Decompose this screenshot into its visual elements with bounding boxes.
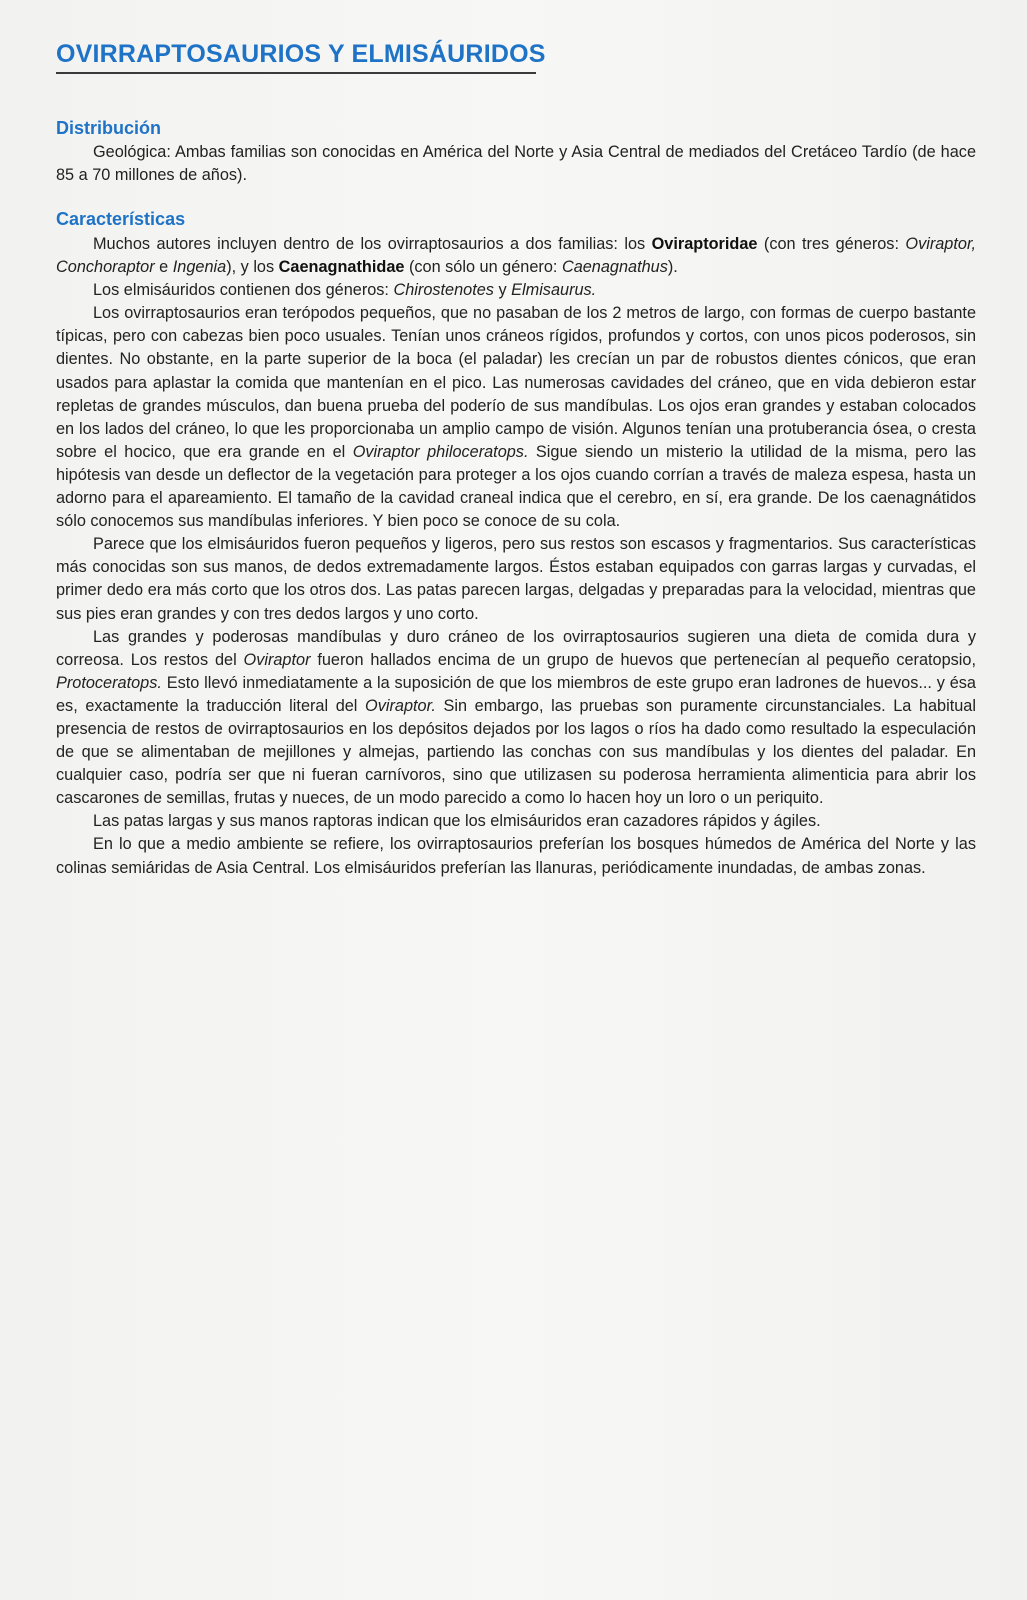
paragraph-elmisaurid-genera	[56, 279, 976, 302]
heading-distribucion: Distribución	[56, 118, 162, 138]
paragraph-diet	[56, 626, 976, 811]
genus-protoceratops: Protoceratops.	[56, 673, 162, 692]
paragraph-elmisaurid-anatomy: Parece que los elmisáuridos fueron pequeños y ligeros, pero sus restos son escasos y fragmentarios. Sus características más conocidas son sus manos, de dedos extremadamente largos. Éstos estaban equipados con garras largas y curvadas, el primer dedo era más corto que los otros dos. Las patas parecen largas, delgadas y preparadas para la velocidad, mientras que sus pies eran grandes y con tres dedos largos y uno corto.	[56, 535, 976, 623]
page-title: OVIRRAPTOSAURIOS Y ELMISÁURIDOS	[56, 40, 546, 68]
genus-elmisaurus: Elmisaurus.	[511, 281, 597, 300]
distribucion-text	[56, 141, 976, 187]
text-run: Los ovirraptosaurios eran terópodos pequeños, que no pasaban de los 2 metros de largo, con formas de cuerpo bastante típicas, pero con cabezas bien poco usuales. Tenían unos cráneos rígidos, profundos y cortos, con unos picos poderosos, sin dientes. No obstante, en la parte superior de la boca (el paladar) les crecían un par de robustos dientes cónicos, que eran usados para aplastar la comida que mantenían en el pico. Las numerosas cavidades del cráneo, que en vida debieron estar repletas de grandes músculos, dan buena prueba del poderío de sus mandíbulas. Los ojos eran grandes y estaban colocados en los lados del cráneo, lo que les proporcionaba un amplio campo de visión. Algunos tenían una protuberancia ósea, o cresta sobre el hocico, que era grande en el	[56, 304, 976, 461]
text-run: (con sólo un género:	[404, 258, 562, 277]
distribucion-paragraph: Geológica: Ambas familias son conocidas en América del Norte y Asia Central de mediados del Cretáceo Tardío (de hace 85 a 70 millones de años).	[56, 143, 976, 185]
text-run: ).	[667, 258, 678, 277]
genus-ingenia: Ingenia	[172, 258, 227, 277]
paragraph-families	[56, 233, 976, 279]
paragraph-elmisaurid-hunting: Las patas largas y sus manos raptoras indican que los elmisáuridos eran cazadores rápidos y ágiles.	[93, 812, 821, 831]
heading-caracteristicas: Características	[56, 209, 186, 229]
genus-caenagnathus: Caenagnathus	[561, 258, 668, 277]
text-run: Sin embargo, las pruebas son puramente circunstanciales. La habitual presencia de restos de ovirraptosaurios en los depósitos dejados por los lagos o ríos ha dado como resultado la especulación de que se alimentaban de mejillones y almejas, partiendo las conchas con sus mandíbulas y los dientes del paladar. En cualquier caso, podría ser que ni fueran carnívoros, sino que utilizasen su poderosa herramienta alimenticia para abrir los cascarones de semillas, frutas y nueces, de un modo parecido a como lo hacen hoy un loro o un periquito.	[56, 696, 976, 808]
title-underline	[56, 72, 536, 74]
text-run: fueron hallados encima de un grupo de huevos que pertenecían al pequeño ceratopsio,	[310, 650, 976, 669]
text-run: Esto llevó inmediatamente a la suposición de que los miembros de este grupo eran ladrones de huevos... y ésa es, exactamente la traducción literal del	[56, 673, 976, 715]
caracteristicas-text	[56, 233, 976, 880]
paragraph-oviraptosaur-anatomy	[56, 302, 976, 533]
text-run: Sigue siendo un misterio la utilidad de la misma, pero las hipótesis van desde un deflector de la vegetación para proteger a los ojos cuando corrían a través de maleza espesa, hasta un adorno para el apareamiento. El tamaño de la cavidad craneal indica que el cerebro, en sí, era grande. De los caenagnátidos sólo conocemos sus mandíbulas inferiores. Y bien poco se conoce de su cola.	[56, 442, 976, 531]
text-run: Muchos autores incluyen dentro de los ovirraptosaurios a dos familias: los	[93, 235, 652, 253]
text-run: ), y los	[226, 258, 279, 277]
genus-names: Oviraptor, Conchoraptor	[56, 235, 976, 277]
text-run: e	[154, 258, 173, 277]
genus-oviraptor: Oviraptor.	[365, 696, 436, 715]
family-name-caenagnathidae: Caenagnathidae	[278, 258, 405, 277]
genus-oviraptor: Oviraptor	[243, 650, 311, 669]
text-run: (con tres géneros:	[757, 235, 906, 253]
family-name-oviraptoridae: Oviraptoridae	[651, 235, 758, 253]
genus-chirostenotes: Chirostenotes	[393, 281, 494, 300]
species-oviraptor-philoceratops: Oviraptor philoceratops.	[352, 442, 529, 461]
text-run: y	[493, 281, 512, 300]
paragraph-environment: En lo que a medio ambiente se refiere, los ovirraptosaurios preferían los bosques húmedos de América del Norte y las colinas semiáridas de Asia Central. Los elmisáuridos preferían las llanuras, periódicamente inundadas, de ambas zonas.	[56, 835, 976, 877]
text-run: Los elmisáuridos contienen dos géneros:	[93, 281, 394, 300]
text-run: Las grandes y poderosas mandíbulas y duro cráneo de los ovirraptosaurios sugieren una dieta de comida dura y correosa. Los restos del	[56, 627, 976, 669]
